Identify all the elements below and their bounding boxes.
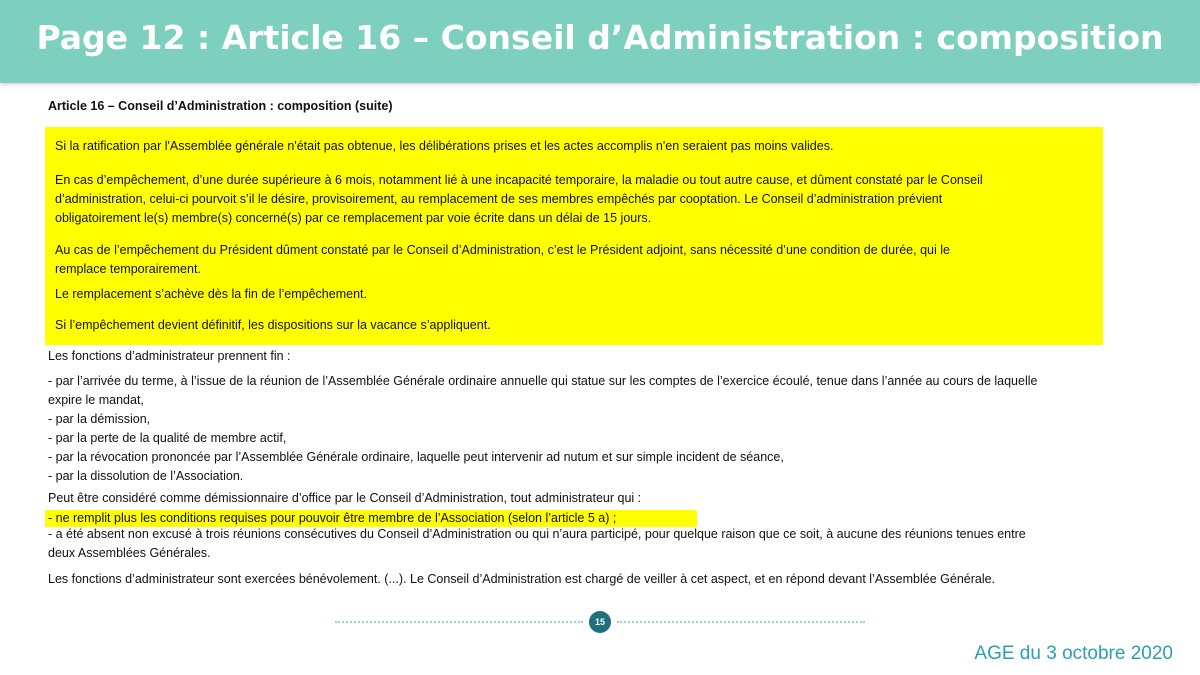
footer-text: AGE du 3 octobre 2020 — [974, 643, 1173, 664]
text-line: En cas d’empêchement, d’une durée supérieure à 6 mois, notamment lié à une incapacité temporaire, la maladie ou tout autre cause, et dûment constaté par le Conseil — [55, 173, 983, 187]
empechement-paragraph — [55, 171, 1085, 228]
list-item: - par la révocation prononcée par l’Assemblée Générale ordinaire, laquelle peut intervenir ad nutum et sur simple incident de séance, — [48, 450, 784, 464]
list-item: - par la démission, — [48, 412, 151, 426]
text-line: Au cas de l’empêchement du Président dûment constaté par le Conseil d’Administration, c’est le Président adjoint, sans nécessité d’une condition de durée, qui le — [55, 243, 950, 257]
office-intro: Peut être considéré comme démissionnaire d’office par le Conseil d’Administration, tout administrateur qui : — [48, 491, 642, 505]
text-line: deux Assemblées Générales. — [48, 546, 211, 560]
president-paragraph — [55, 241, 1085, 279]
list-item: - par l’arrivée du terme, à l’issue de la réunion de l’Assemblée Générale ordinaire annuelle qui statue sur les comptes de l’exercice écoulé, tenue dans l’année au cours de laquelle — [48, 374, 1038, 388]
section-title: Article 16 – Conseil d’Administration : composition (suite) — [48, 99, 393, 113]
text-line: remplace temporairement. — [55, 262, 201, 276]
divider-right — [617, 621, 865, 623]
fin-list — [48, 372, 1148, 486]
definitif-paragraph: Si l’empêchement devient définitif, les dispositions sur la vacance s’appliquent. — [55, 318, 491, 332]
list-item: - par la dissolution de l’Association. — [48, 469, 244, 483]
office-item-2 — [48, 525, 1148, 563]
text-line: - a été absent non excusé à trois réunions consécutives du Conseil d’Administration ou qui n’aura participé, pour quelque raison que ce soit, à aucune des réunions tenues entre — [48, 527, 1026, 541]
page-header — [0, 0, 1200, 83]
benevolat-paragraph: Les fonctions d’administrateur sont exercées bénévolement. (...). Le Conseil d’Administration est chargé de veiller à cet aspect, et en répond devant l’Assemblée Générale. — [48, 572, 996, 586]
highlighted-block — [45, 127, 1103, 345]
list-item: - par la perte de la qualité de membre actif, — [48, 431, 287, 445]
ratification-paragraph: Si la ratification par l'Assemblée générale n'était pas obtenue, les délibérations prises et les actes accomplis n'en seraient pas moins valides. — [55, 139, 834, 153]
page-number-badge: 15 — [589, 611, 611, 633]
office-item-1: - ne remplit plus les conditions requises pour pouvoir être membre de l’Association (selon l’article 5 a) ; — [48, 511, 617, 525]
fin-intro: Les fonctions d’administrateur prennent fin : — [48, 349, 291, 363]
list-item: expire le mandat, — [48, 393, 144, 407]
page-title: Page 12 : Article 16 – Conseil d’Administration : composition — [36, 18, 1164, 57]
text-line: obligatoirement le(s) membre(s) concerné(s) par ce remplacement par voie écrite dans un délai de 15 jours. — [55, 211, 652, 225]
remplacement-paragraph: Le remplacement s’achève dès la fin de l’empêchement. — [55, 287, 367, 301]
text-line: d’administration, celui-ci pourvoit s’il le désire, provisoirement, au remplacement de ses membres empêchés par cooptation. Le Conseil d’administration prévient — [55, 192, 943, 206]
divider-left — [335, 621, 583, 623]
